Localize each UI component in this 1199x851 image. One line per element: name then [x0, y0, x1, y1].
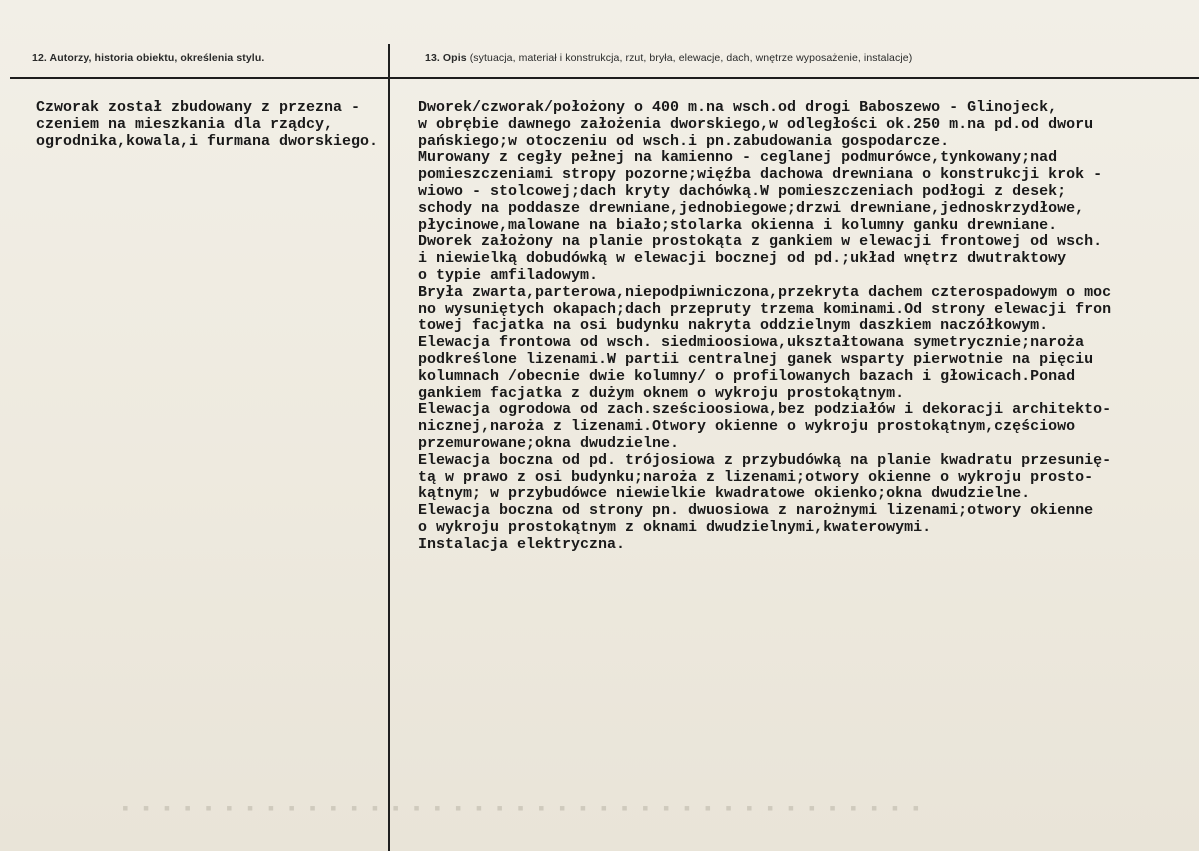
description-text: Dworek/czworak/położony o 400 m.na wsch.od drogi Baboszewo - Glinojeck, w obrębie dawnego założenia dworskiego,w odległości ok.250 m.na pd.od dworu pańskiego;w otoczeniu od wsch.i pn.zabudowania gospodarcze. Murowany z cegły pełnej na kamienno - ceglanej podmurówce,tynkowany;nad pomieszczeniami stropy pozorne;więźba dachowa drewniana o konstrukcji krok - wiowo - stolcowej;dach kryty dachówką.W pomieszczeniach podłogi z desek; schody na poddasze drewniane,jednobiegowe;drzwi drewniane,jednoskrzydłowe, płycinowe,malowane na biało;stolarka okienna i kolumny ganku drewniane. Dworek założony na planie prostokąta z gankiem w elewacji frontowej od wsch. i niewielką dobudówką w elewacji bocznej od pd.;układ wnętrz dwutraktowy o typie amfiladowym. Bryła zwarta,parterowa,niepodpiwniczona,przekryta dachem czterospadowym o moc no wysuniętych okapach;dach przepruty trzema kominami.Od strony elewacji fron towej facjatka na osi budynku nakryta oddzielnym daszkiem naczółkowym. Elewacja frontowa od wsch. siedmioosiowa,ukształtowana symetrycznie;naroża podkreślone lizenami.W partii centralnej ganek wsparty pierwotnie na pięciu kolumnach /obecnie dwie kolumny/ o profilowanych bazach i głowicach.Ponad gankiem facjatka z dużym oknem o wykroju prostokątnym. Elewacja ogrodowa od zach.sześcioosiowa,bez podziałów i dekoracji architekto- nicznej,naroża z lizenami.Otwory okienne o wykroju prostokątnym,częściowo przemurowane;okna dwudzielne. Elewacja boczna od pd. trójosiowa z przybudówką na planie kwadratu przesunię- tą w prawo z osi budynku;naroża z lizenami;otwory okienne o wykroju prosto- kątnym; w przybudówce niewielkie kwadratowe okienko;okna dwudzielne. Elewacja boczna od strony pn. dwuosiowa z narożnymi lizenami;otwory okienne o wykroju prostokątnym z oknami dwudzielnymi,kwaterowymi. Instalacja elektryczna. [418, 99, 1112, 553]
column-divider [388, 44, 390, 851]
section-12-header [32, 52, 264, 64]
section-12-title: 12. Autorzy, historia obiektu, określenia stylu. [32, 52, 265, 64]
section-13-title: 13. Opis [425, 52, 467, 64]
header-rule [10, 77, 1199, 79]
section-13-subtitle: (sytuacja, materiał i konstrukcja, rzut, bryła, elewacje, dach, wnętrze wyposażenie, instalacje) [469, 52, 913, 64]
show-through-texture: ▪▪▪▪▪▪▪▪▪▪▪▪▪▪▪▪▪▪▪▪▪▪▪▪▪▪▪▪▪▪▪▪▪▪▪▪▪▪▪ [120, 800, 932, 820]
authors-history-text: Czworak został zbudowany z przezna - czeniem na mieszkania dla rządcy, ogrodnika,kowala,i furmana dworskiego. [36, 99, 379, 150]
section-13-header [425, 52, 912, 64]
